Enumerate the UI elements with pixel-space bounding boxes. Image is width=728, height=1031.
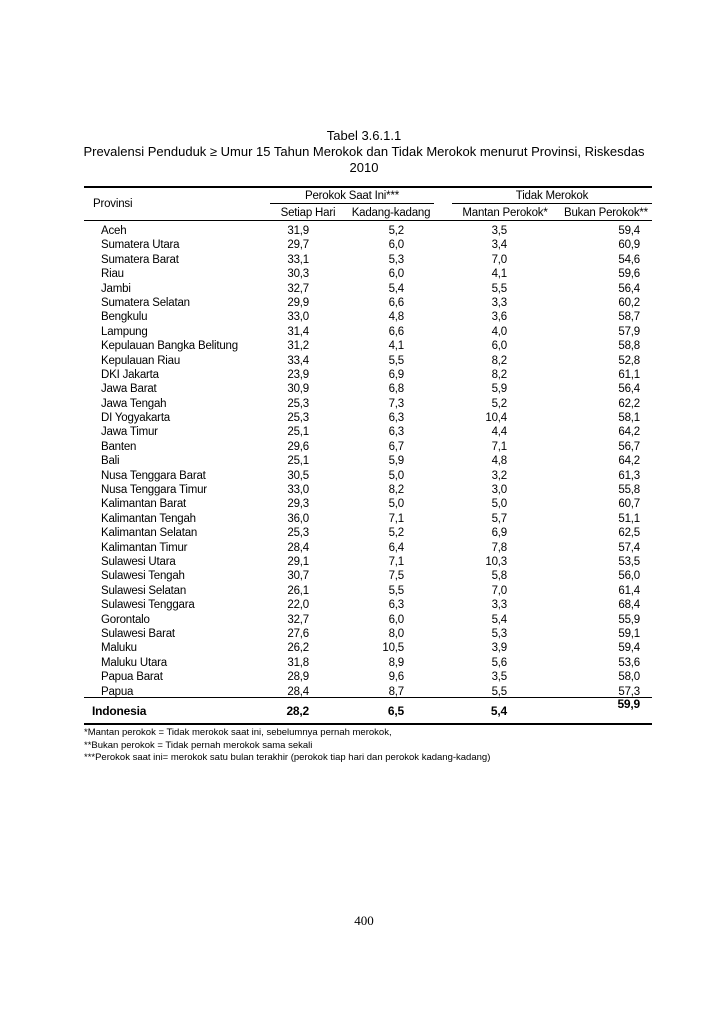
row-setiap-hari: 26,2 <box>287 642 309 655</box>
row-mantan-perokok: 7,0 <box>491 584 507 597</box>
row-bukan-perokok: 61,4 <box>618 584 640 597</box>
row-provinsi: Lampung <box>101 325 148 338</box>
row-kadang-kadang: 6,3 <box>388 599 404 612</box>
row-setiap-hari: 26,1 <box>287 584 309 597</box>
row-mantan-perokok: 6,0 <box>491 340 507 353</box>
total-setiap-hari: 28,2 <box>286 704 309 718</box>
table-row <box>0 310 728 324</box>
row-provinsi: Riau <box>101 268 124 281</box>
row-kadang-kadang: 7,1 <box>388 512 404 525</box>
row-mantan-perokok: 5,3 <box>491 627 507 640</box>
row-kadang-kadang: 6,8 <box>388 383 404 396</box>
header-group-perokok: Perokok Saat Ini*** <box>304 190 399 202</box>
row-provinsi: Jambi <box>101 282 131 295</box>
row-setiap-hari: 36,0 <box>287 512 309 525</box>
row-bukan-perokok: 59,4 <box>618 642 640 655</box>
row-bukan-perokok: 56,4 <box>618 383 640 396</box>
row-provinsi: Papua <box>101 685 134 698</box>
table-row <box>0 613 728 627</box>
row-setiap-hari: 31,2 <box>287 340 309 353</box>
row-setiap-hari: 33,0 <box>287 311 309 324</box>
row-provinsi: Bali <box>101 455 120 468</box>
row-provinsi: Jawa Tengah <box>101 397 167 410</box>
row-setiap-hari: 33,0 <box>287 484 309 497</box>
row-kadang-kadang: 6,0 <box>388 613 404 626</box>
row-provinsi: Sumatera Selatan <box>101 296 190 309</box>
row-provinsi: Nusa Tenggara Timur <box>101 484 207 497</box>
row-kadang-kadang: 6,6 <box>388 296 404 309</box>
row-provinsi: Sulawesi Tengah <box>101 570 185 583</box>
table-caption-year: 2010 <box>349 160 379 175</box>
row-provinsi: DI Yogyakarta <box>101 412 171 425</box>
row-provinsi: Kalimantan Tengah <box>101 512 196 525</box>
header-bukan-perokok: Bukan Perokok** <box>564 207 648 219</box>
row-bukan-perokok: 59,1 <box>618 627 640 640</box>
table-row <box>0 483 728 497</box>
row-setiap-hari: 25,3 <box>287 527 309 540</box>
row-setiap-hari: 31,8 <box>287 656 309 669</box>
header-setiap-hari: Setiap Hari <box>280 207 336 219</box>
row-mantan-perokok: 10,4 <box>485 412 507 425</box>
row-setiap-hari: 32,7 <box>287 613 309 626</box>
table-row <box>0 282 728 296</box>
row-setiap-hari: 25,1 <box>287 426 309 439</box>
row-kadang-kadang: 5,5 <box>388 354 404 367</box>
row-bukan-perokok: 59,4 <box>618 225 640 237</box>
row-mantan-perokok: 5,9 <box>491 383 507 396</box>
table-title <box>0 128 728 176</box>
row-setiap-hari: 25,1 <box>287 455 309 468</box>
row-setiap-hari: 28,4 <box>287 685 309 698</box>
row-setiap-hari: 25,3 <box>287 412 309 425</box>
row-kadang-kadang: 5,3 <box>388 253 404 266</box>
total-kadang-kadang: 6,5 <box>387 704 404 718</box>
row-mantan-perokok: 5,7 <box>491 512 507 525</box>
row-mantan-perokok: 10,3 <box>485 555 507 568</box>
table-row <box>0 397 728 411</box>
row-provinsi: Kalimantan Selatan <box>101 527 198 540</box>
row-provinsi: Sulawesi Barat <box>101 627 175 640</box>
table-row <box>0 253 728 267</box>
row-kadang-kadang: 5,2 <box>388 225 404 237</box>
table-row <box>0 339 728 353</box>
row-kadang-kadang: 7,3 <box>388 397 404 410</box>
table-row <box>0 670 728 684</box>
row-setiap-hari: 29,3 <box>287 498 309 511</box>
row-kadang-kadang: 6,3 <box>388 412 404 425</box>
table-number: Tabel 3.6.1.1 <box>326 128 402 143</box>
row-bukan-perokok: 57,9 <box>618 325 640 338</box>
row-mantan-perokok: 6,9 <box>491 527 507 540</box>
row-mantan-perokok: 3,5 <box>491 225 507 237</box>
row-setiap-hari: 29,9 <box>287 296 309 309</box>
row-bukan-perokok: 58,8 <box>618 340 640 353</box>
header-provinsi: Provinsi <box>93 198 133 210</box>
row-bukan-perokok: 64,2 <box>618 455 640 468</box>
table-top-rule <box>84 186 652 188</box>
row-bukan-perokok: 53,5 <box>618 555 640 568</box>
row-bukan-perokok: 56,7 <box>618 440 640 453</box>
row-mantan-perokok: 5,4 <box>491 613 507 626</box>
row-kadang-kadang: 6,9 <box>388 368 404 381</box>
row-bukan-perokok: 62,5 <box>618 527 640 540</box>
row-kadang-kadang: 5,5 <box>388 584 404 597</box>
row-setiap-hari: 28,4 <box>287 541 309 554</box>
row-setiap-hari: 27,6 <box>287 627 309 640</box>
row-setiap-hari: 31,4 <box>287 325 309 338</box>
footnote-bukan: **Bukan perokok = Tidak pernah merokok sama sekali <box>84 739 313 751</box>
row-kadang-kadang: 4,8 <box>388 311 404 324</box>
row-mantan-perokok: 3,5 <box>491 671 507 684</box>
row-bukan-perokok: 64,2 <box>618 426 640 439</box>
row-kadang-kadang: 8,2 <box>388 484 404 497</box>
row-setiap-hari: 30,3 <box>287 268 309 281</box>
table-row <box>0 641 728 655</box>
row-mantan-perokok: 8,2 <box>491 368 507 381</box>
table-bottom-rule <box>84 723 652 725</box>
row-bukan-perokok: 58,0 <box>618 671 640 684</box>
table-row <box>0 454 728 468</box>
footnote-perokok: ***Perokok saat ini= merokok satu bulan terakhir (perokok tiap hari dan perokok kadang-kadang) <box>84 752 491 763</box>
row-bukan-perokok: 55,8 <box>618 484 640 497</box>
row-setiap-hari: 28,9 <box>287 671 309 684</box>
header-mantan-perokok: Mantan Perokok* <box>462 207 548 219</box>
row-provinsi: Maluku Utara <box>101 656 167 669</box>
row-bukan-perokok: 56,0 <box>618 570 640 583</box>
row-mantan-perokok: 5,6 <box>491 656 507 669</box>
table-row <box>0 598 728 612</box>
row-mantan-perokok: 4,8 <box>491 455 507 468</box>
group1-underline <box>270 203 434 204</box>
row-provinsi: Sumatera Barat <box>101 253 179 266</box>
table-row <box>0 497 728 511</box>
row-bukan-perokok: 60,9 <box>618 239 640 252</box>
row-mantan-perokok: 7,1 <box>491 440 507 453</box>
table-row <box>0 569 728 583</box>
row-mantan-perokok: 7,8 <box>491 541 507 554</box>
table-row <box>0 541 728 555</box>
table-row <box>0 411 728 425</box>
table-row <box>0 656 728 670</box>
row-kadang-kadang: 4,1 <box>388 340 404 353</box>
row-provinsi: Gorontalo <box>101 613 150 626</box>
row-bukan-perokok: 60,2 <box>618 296 640 309</box>
table-row <box>0 627 728 641</box>
row-setiap-hari: 29,1 <box>287 555 309 568</box>
table-row <box>0 512 728 526</box>
footnotes <box>84 727 490 765</box>
row-provinsi: Banten <box>101 440 137 453</box>
row-provinsi: Kalimantan Barat <box>101 498 187 511</box>
row-mantan-perokok: 5,2 <box>491 397 507 410</box>
row-bukan-perokok: 51,1 <box>618 512 640 525</box>
row-provinsi: Kepulauan Bangka Belitung <box>101 340 238 353</box>
row-bukan-perokok: 57,3 <box>618 685 640 698</box>
table-row <box>0 526 728 540</box>
header-bottom-rule <box>84 220 652 221</box>
row-provinsi: Sulawesi Selatan <box>101 584 187 597</box>
row-setiap-hari: 30,7 <box>287 570 309 583</box>
row-bukan-perokok: 58,7 <box>618 311 640 324</box>
row-mantan-perokok: 4,0 <box>491 325 507 338</box>
row-provinsi: Jawa Barat <box>101 383 157 396</box>
row-provinsi: Jawa Timur <box>101 426 158 439</box>
row-bukan-perokok: 57,4 <box>618 541 640 554</box>
row-bukan-perokok: 56,4 <box>618 282 640 295</box>
row-kadang-kadang: 5,0 <box>388 469 404 482</box>
row-provinsi: Maluku <box>101 642 137 655</box>
row-kadang-kadang: 5,0 <box>388 498 404 511</box>
group2-underline <box>452 203 652 204</box>
row-setiap-hari: 32,7 <box>287 282 309 295</box>
row-kadang-kadang: 6,4 <box>388 541 404 554</box>
row-provinsi: Papua Barat <box>101 671 163 684</box>
row-kadang-kadang: 8,9 <box>388 656 404 669</box>
row-mantan-perokok: 3,3 <box>491 296 507 309</box>
row-setiap-hari: 29,6 <box>287 440 309 453</box>
row-mantan-perokok: 3,4 <box>491 239 507 252</box>
header-group-tidak-merokok: Tidak Merokok <box>515 190 589 202</box>
table-row <box>0 382 728 396</box>
table-row <box>0 368 728 382</box>
row-mantan-perokok: 8,2 <box>491 354 507 367</box>
table-row <box>0 325 728 339</box>
row-kadang-kadang: 10,5 <box>382 642 404 655</box>
row-provinsi: Nusa Tenggara Barat <box>101 469 206 482</box>
total-label: Indonesia <box>92 704 147 718</box>
row-bukan-perokok: 54,6 <box>618 253 640 266</box>
row-provinsi: Sulawesi Utara <box>101 555 176 568</box>
row-kadang-kadang: 6,6 <box>388 325 404 338</box>
row-kadang-kadang: 6,0 <box>388 268 404 281</box>
row-mantan-perokok: 3,0 <box>491 484 507 497</box>
row-setiap-hari: 29,7 <box>287 239 309 252</box>
table-row <box>0 238 728 252</box>
row-bukan-perokok: 61,1 <box>618 368 640 381</box>
row-provinsi: Sulawesi Tenggara <box>101 599 195 612</box>
row-kadang-kadang: 5,9 <box>388 455 404 468</box>
table-row <box>0 354 728 368</box>
table-row <box>0 267 728 281</box>
row-mantan-perokok: 7,0 <box>491 253 507 266</box>
row-kadang-kadang: 6,3 <box>388 426 404 439</box>
row-kadang-kadang: 9,6 <box>388 671 404 684</box>
page-number: 400 <box>354 913 374 928</box>
row-mantan-perokok: 5,5 <box>491 685 507 698</box>
total-mantan-perokok: 5,4 <box>490 704 507 718</box>
row-kadang-kadang: 5,4 <box>388 282 404 295</box>
row-kadang-kadang: 7,5 <box>388 570 404 583</box>
row-mantan-perokok: 3,3 <box>491 599 507 612</box>
row-setiap-hari: 30,9 <box>287 383 309 396</box>
row-mantan-perokok: 3,6 <box>491 311 507 324</box>
total-bukan-perokok: 59,9 <box>617 697 640 711</box>
table-row <box>0 469 728 483</box>
row-setiap-hari: 23,9 <box>287 368 309 381</box>
row-provinsi: Aceh <box>101 225 127 237</box>
row-provinsi: Bengkulu <box>101 311 148 324</box>
table-caption: Prevalensi Penduduk ≥ Umur 15 Tahun Merokok dan Tidak Merokok menurut Provinsi, Riskesdas <box>83 144 645 159</box>
row-mantan-perokok: 3,2 <box>491 469 507 482</box>
table-row <box>0 425 728 439</box>
row-bukan-perokok: 60,7 <box>618 498 640 511</box>
row-mantan-perokok: 4,1 <box>491 268 507 281</box>
row-mantan-perokok: 3,9 <box>491 642 507 655</box>
table-row <box>0 440 728 454</box>
row-provinsi: Kepulauan Riau <box>101 354 181 367</box>
table-row <box>0 584 728 598</box>
table-row <box>0 555 728 569</box>
footnote-mantan: *Mantan perokok = Tidak merokok saat ini, sebelumnya pernah merokok, <box>84 727 392 738</box>
row-mantan-perokok: 5,5 <box>491 282 507 295</box>
table-body <box>0 224 728 699</box>
row-setiap-hari: 31,9 <box>287 225 309 237</box>
row-setiap-hari: 25,3 <box>287 397 309 410</box>
row-setiap-hari: 30,5 <box>287 469 309 482</box>
row-bukan-perokok: 52,8 <box>618 354 640 367</box>
row-setiap-hari: 33,4 <box>287 354 309 367</box>
row-mantan-perokok: 5,0 <box>491 498 507 511</box>
row-bukan-perokok: 58,1 <box>618 412 640 425</box>
row-provinsi: Kalimantan Timur <box>101 541 188 554</box>
table-row <box>0 296 728 310</box>
header-kadang-kadang: Kadang-kadang <box>351 207 431 219</box>
row-bukan-perokok: 53,6 <box>618 656 640 669</box>
row-kadang-kadang: 6,0 <box>388 239 404 252</box>
row-kadang-kadang: 8,7 <box>388 685 404 698</box>
row-kadang-kadang: 6,7 <box>388 440 404 453</box>
row-kadang-kadang: 8,0 <box>388 627 404 640</box>
row-setiap-hari: 33,1 <box>287 253 309 266</box>
row-bukan-perokok: 62,2 <box>618 397 640 410</box>
row-provinsi: DKI Jakarta <box>101 368 159 381</box>
row-mantan-perokok: 4,4 <box>491 426 507 439</box>
row-kadang-kadang: 7,1 <box>388 555 404 568</box>
row-bukan-perokok: 55,9 <box>618 613 640 626</box>
row-kadang-kadang: 5,2 <box>388 527 404 540</box>
row-bukan-perokok: 59,6 <box>618 268 640 281</box>
row-bukan-perokok: 68,4 <box>618 599 640 612</box>
row-provinsi: Sumatera Utara <box>101 239 180 252</box>
row-mantan-perokok: 5,8 <box>491 570 507 583</box>
row-bukan-perokok: 61,3 <box>618 469 640 482</box>
table-row <box>0 224 728 238</box>
row-setiap-hari: 22,0 <box>287 599 309 612</box>
